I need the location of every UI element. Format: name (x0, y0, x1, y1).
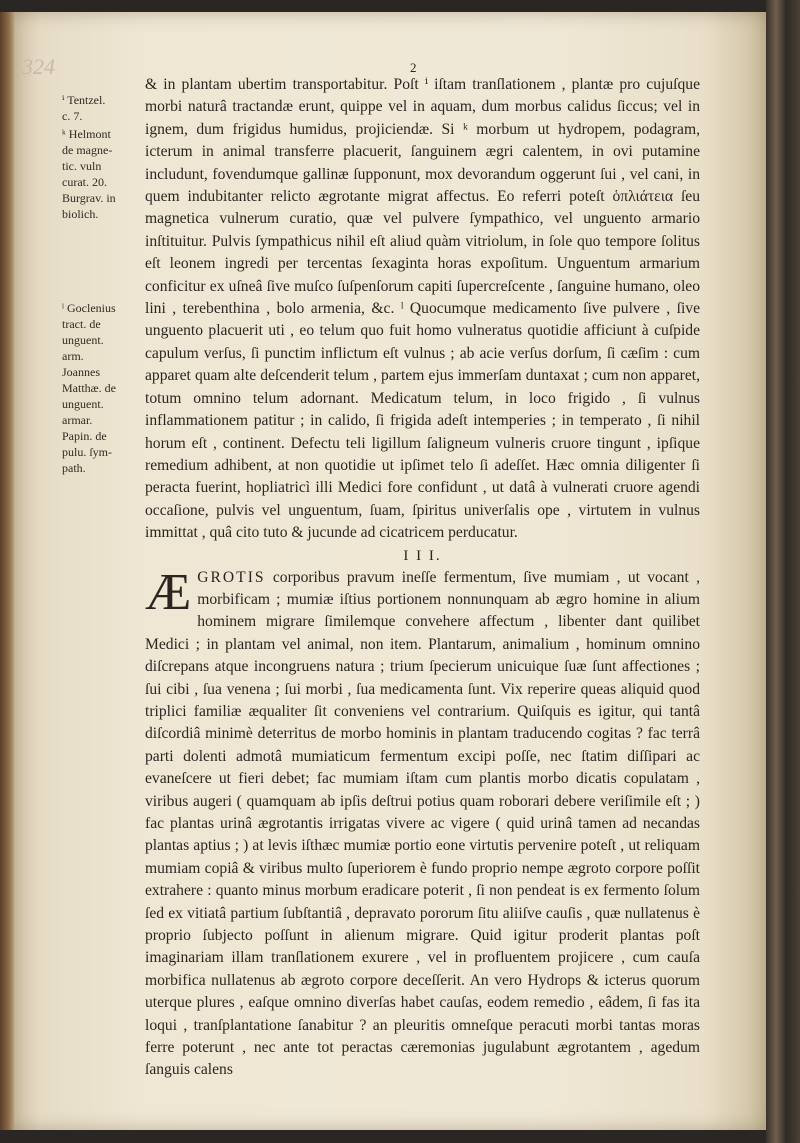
margin-note-line: path. (62, 461, 86, 475)
margin-note-line: Burgrav. in (62, 191, 116, 205)
body-paragraph-second (145, 563, 700, 1082)
margin-note-line: curat. 20. (62, 175, 107, 189)
bleed-through-number: 324 (22, 54, 55, 79)
margin-note-helmont (62, 126, 140, 222)
main-text-column (145, 74, 700, 1082)
margin-note-line: unguent. (62, 333, 104, 347)
drop-capital: Æ (145, 563, 192, 621)
paragraph-lead-word: GROTIS (197, 568, 266, 586)
margin-note-line: ⁱ Tentzel. (62, 93, 106, 107)
page-number: 2 (410, 60, 417, 75)
margin-note-line: ˡ Goclenius (62, 301, 116, 315)
margin-note-line: biolich. (62, 207, 99, 221)
margin-note-line: armar. (62, 413, 93, 427)
book-binding (0, 12, 14, 1130)
margin-note-line: tic. vuln (62, 159, 102, 173)
margin-note-tentzel (62, 92, 140, 124)
paragraph-body-text: corporibus pravum ineſſe fermentum, ſive mumiam , ut vocant , morbificam ; mumiæ iſtius portionem nonnunquam ab ægro homine in alium hominem migrare ſimilemque convehere affectum , libenter dant quilibet Medici ; in plantam vel animal, non item. Plantarum, animalium , hominum omnino diſcrepans atque incongruens natura ; trium ſpecierum unicuique ſuæ ſunt affectiones ; ſui cibi , ſua venena ; ſui morbi , ſua medicamenta ſunt. Vix reperire queas aliquid quod triplici familiæ æqualiter ſit conveniens vel contrarium. Quiſquis es igitur, qui tantâ diſcordiâ minimè deterritus de morbo hominis in plantam traducendo cogitas ? fac terrâ parti dolenti admotâ mumiaticum fermentum excipi poſſe, nec ſtatim diſſipari ac evaneſcere ut fieri debet; fac mumiam iſtam cum plantis morbo dicatis copulatam , viribus augeri ( quamquam ab ipſis deſtrui potius quam roborari debere veriſimile eſt ; ) fac plantas urinâ ægrotantis irrigatas vivere ac vigere ( quid urinâ tamen ad necandas plantas aptius ; ) at levis iſthæc mumiæ portio eone virtutis pervenire poteſt , ut reliquam mumiam copiâ & viribus multo ſuperiorem è fundo proprio nempe ægroto corpore poſſit extrahere : quanto minus morbum eradicare poterit , ſi non pendeat is ex fermento ſolum ſed ex vitiatâ partium ſubſtantiâ , depravato pororum ſitu aliiſve cauſis , quæ nullatenus è proprio ſubjecto poſſunt in alienum migrare. Quid igitur proderit plantas poſt imaginariam illam tranſlationem exurere , vel in profluentem projicere , cum cauſa morbifica nullatenus ab ægroto corpore deceſſerit. An vero Hydrops & icterus quorum uterque plures , eaſque omnino diverſas habet cauſas, eodem remedio , eâdem, ſi fas ita loqui , tranſplantatione ſanabitur ? an pleuritis omneſque peracuti morbi tantas moras ferre poterunt , nec ante tot peractas cæremonias jugulabunt ægrotantem , agedum ſanguis calens (145, 568, 700, 1079)
page-edge-stack (766, 0, 800, 1143)
section-heading: I I I. (403, 547, 442, 564)
margin-note-line: Papin. de (62, 429, 107, 443)
margin-note-line: tract. de (62, 317, 101, 331)
margin-note-line: c. 7. (62, 109, 83, 123)
body-paragraph-first: & in plantam ubertim transportabitur. Poſt ⁱ iſtam tranſlationem , plantæ pro cujuſque morbi naturâ tractandæ erunt, quippe vel in aquam, dum morbus calidus ſiccus; vel in ignem, dum frigidus humidus, projiciendæ. Si ᵏ morbum ut hydropem, podagram, icterum in animal transferre placuerit, ſanguinem ægri calentem, in ovi putamine includunt, fovendumque gallinæ ſupponunt, mox devorandum oggerunt ſui , vel cani, in quem indubitanter relicto ægrotante migrat affectus. Eo referri poteſt ὁπλιάτεια ſeu magnetica vulnerum curatio, quæ vel pulvere ſympathico, vel unguento armario inſtituitur. Pulvis ſympathicus nihil eſt aliud quàm vitriolum, in ſole quo tempore ſolitus eſt leonem ingredi per tercentas ſexaginta horas expoſitum. Unguentum armarium conficitur ex uſneâ ſive muſco ſuſpenſorum capiti ſupercreſcente , ſanguine humano, oleo lini , terebenthina , bolo armenia, &c. ˡ Quocumque medicamento ſive pulvere , ſive unguento placuerit uti , eo telum quo fuit homo vulneratus quotidie afficiunt à cuſpide capulum verſus, ſi punctim inflictum eſt vulnus ; ab acie verſus dorſum, ſi cæſim : cum apparet quam alte deſcenderit telum , partem ejus immerſam duntaxat ; cum non apparet, totum omnino telum adornant. Medicatum telum, in loco frigido , ſi vulnus inflammationem patitur ; in calido, ſi frigida adeſt intemperies ; in temperato , ſi nihil horum eſt , continent. Defectu teli ligillum ſaligneum vulneris cruore tingunt , ipſique remedium adhibent, at non quotidie ut ipſimet telo ſi adeſſet. Hæc omnia diligenter ſi peracta fuerint, hopliatricì illi Medici fore confidunt , ut datâ à vulnerati cruore agendi occaſione, pulvis vel unguentum, ſuam, ſpiritus univerſalis ope , virtutem in vulnus immittat , quâ cito tuto & jucunde ad cicatricem perducatur. (145, 76, 700, 542)
margin-note-line: unguent. (62, 397, 104, 411)
margin-note-line: Matthæ. de (62, 381, 116, 395)
margin-note-line: ᵏ Helmont (62, 127, 111, 141)
margin-note-line: Joannes (62, 365, 100, 379)
margin-note-line: pulu. ſym- (62, 445, 112, 459)
margin-note-line: de magne- (62, 143, 113, 157)
margin-note-line: arm. (62, 349, 84, 363)
margin-note-goclenius (62, 300, 140, 476)
